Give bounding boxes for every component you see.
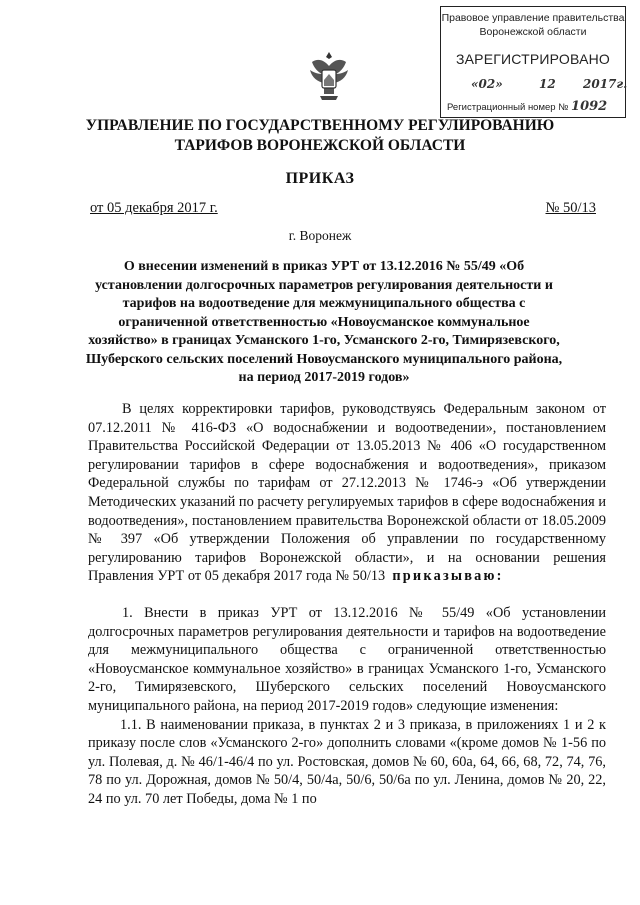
org-line-1: УПРАВЛЕНИЕ ПО ГОСУДАРСТВЕННОМУ РЕГУЛИРОВАНИЮ (85, 117, 555, 134)
coat-of-arms-icon (308, 50, 350, 102)
preamble-text: В целях корректировки тарифов, руководствуясь Федеральным законом от 07.12.2011 № 416-ФЗ «О водоснабжении и водоотведении», постановлением Правительства Российской Федерации от 13.05.2013 № 406 «О государственном регулировании тарифов в сфере водоснабжения и водоотведения», приказом Федеральной службы по тарифам от 27.12.2013 № 1746-э «Об утверждении Методических указаний по расчету регулируемых тарифов в сфере водоснабжения и водоотведения», постановлением правительства Воронежской области от 18.05.2009 № 397 «Об утверждении Положения об управлении по государственному регулированию тарифов Воронежской области», и на основании решения Правления УРТ от 05 декабря 2017 года № 50/13 (88, 401, 606, 585)
stamp-authority (441, 11, 625, 39)
stamp-registered: ЗАРЕГИСТРИРОВАНО (455, 51, 611, 67)
stamp-reg-number-row (447, 99, 621, 114)
preamble-paragraph (88, 400, 606, 586)
document-city: г. Воронеж (288, 228, 352, 243)
stamp-day: «02» (471, 77, 503, 91)
document-body (88, 400, 606, 808)
stamp-reg-number: 1092 (571, 99, 608, 114)
document-number: № 50/13 (545, 200, 596, 216)
stamp-reg-label: Регистрационный номер № (447, 102, 569, 113)
stamp-month: 12 (539, 77, 556, 91)
item-1-paragraph: 1. Внести в приказ УРТ от 13.12.2016 № 55/49 «Об установлении долгосрочных параметров регулирования деятельности и тарифов на водоотведение для межмуниципального общества с ограниченной ответственностью «Новоусманское коммунальное хозяйство» в границах Усманского 1-го, Усманского 2-го, Тимирязевского, Шуберского сельских поселений Новоусманского муниципального района, на период 2017-2019 годов» следующие изменения: (88, 604, 606, 714)
registration-stamp (440, 6, 626, 118)
stamp-year: 2017г. (583, 77, 628, 91)
organization-name (60, 116, 580, 156)
document-type: ПРИКАЗ (285, 170, 355, 187)
order-word: приказываю: (392, 568, 504, 585)
item-1-1-paragraph: 1.1. В наименовании приказа, в пунктах 2 и 3 приказа, в приложениях 1 и 2 к приказу после слов «Усманского 2-го» дополнить словами «(кроме домов № 1-56 по ул. Полевая, д. № 46/1-46/4 по ул. Ростовская, домов № 60, 60а, 64, 66, 68, 72, 74, 76, 78 по ул. Дорожная, домов № 50/4, 50/4а, 50/6, 50/6а по ул. Ленина, домов № 20, 22, 24 по ул. 70 лет Победы, дома № 1 по (88, 716, 606, 807)
stamp-line-2: Воронежской области (479, 26, 587, 38)
document-date: от 05 декабря 2017 г. (90, 200, 218, 216)
document-title: О внесении изменений в приказ УРТ от 13.12.2016 № 55/49 «Об установлении долгосрочных параметров регулирования деятельности и тарифов на водоотведение для межмуниципального общества с ограниченной ответственностью «Новоусманское коммунальное хозяйство» в границах Усманского 1-го, Усманского 2-го, Тимирязевского, Шуберского сельских поселений Новоусманского муниципального района, на период 2017-2019 годов» (85, 259, 563, 385)
org-line-2: ТАРИФОВ ВОРОНЕЖСКОЙ ОБЛАСТИ (174, 137, 466, 154)
stamp-date (453, 77, 628, 93)
stamp-line-1: Правовое управление правительства (441, 12, 625, 24)
